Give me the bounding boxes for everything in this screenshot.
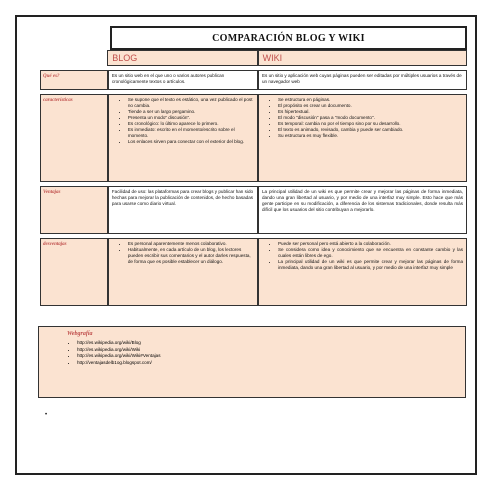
list-item: • Se estructura en páginas.: [278, 97, 463, 103]
reference-link[interactable]: • http://ventajasdelb1og.blogspot.com/: [77, 360, 457, 367]
list-item: • Habitualmente, en cada artículo de un blog, los lectores pueden escribir sus comentarios y el autor darles respuesta, de forma que es posible establecer un diálogo.: [128, 247, 254, 265]
reference-link[interactable]: • http://es.wikipedia.org/wiki/Wiki#Ventajas: [77, 353, 457, 360]
wiki-cell: Es un sitio y aplicación web cuyas páginas pueden ser editadas por múltiples usuarios a través de un navegador web: [258, 70, 467, 90]
row-caracteristicas: [40, 94, 467, 182]
footnote-bullet: •: [45, 412, 48, 418]
references-title: Webgrafía: [67, 331, 93, 337]
list-item: • Es inmediato: escrito en el momento/escrito sobre el momento.: [128, 127, 254, 139]
table-title: COMPARACIÓN BLOG Y WIKI: [110, 26, 467, 50]
row-ventajas: [40, 186, 467, 234]
list-item: • Tiende a ser un largo pergamino.: [128, 109, 254, 115]
list-item: • Los enlaces sirven para conectar con el exterior del blog.: [128, 139, 254, 145]
header-row: [26, 50, 467, 66]
row-label: Qué es?: [40, 70, 108, 90]
references-box: [38, 326, 466, 398]
blog-cell: [108, 238, 258, 306]
list-item: • El texto es animado, revisado, cambia y puede ser cambiado.: [278, 127, 463, 133]
list-item: • Su estructura es muy flexible.: [278, 133, 463, 139]
reference-link[interactable]: • http://es.wikipedia.org/wiki/Blog: [77, 340, 457, 347]
list-item: • Presenta un modo" discusión".: [128, 115, 254, 121]
list-item: • Es personal aparentemente menos colaborativo.: [128, 241, 254, 247]
list-item: • Puede ser personal pero está abierto a la colaboración.: [278, 241, 463, 247]
list-item: • Es hipertextual.: [278, 109, 463, 115]
row-label: Ventajas: [40, 186, 108, 234]
wiki-cell: [258, 94, 467, 182]
wiki-cell: La principal utilidad de un wiki es que permite crear y mejorar las páginas de forma inmediata, dando una gran libertad al usuario, y por medio de una interfaz muy simple. Esto hace que más gente participe en su modificación, a diferencia de los sistemas tradicionales, donde resulta más difícil que los usuarios del sitio contribuyan a mejorarlo.: [258, 186, 467, 234]
list-item: • El propósito es crear un documento.: [278, 103, 463, 109]
wiki-cell: [258, 238, 467, 306]
blog-cell: [108, 94, 258, 182]
row-que-es: [40, 70, 467, 90]
blog-cell: Es un sitio web en el que uno o varios autores publican cronológicamente textos o artículos.: [108, 70, 258, 90]
list-item: • La principal utilidad de un wiki es que permite crear y mejorar las páginas de forma inmediata, dando una gran libertad al usuario, y por medio de una interfaz muy simple: [278, 259, 463, 271]
reference-link[interactable]: • http://es.wikipedia.org/wiki/Wiki: [77, 347, 457, 354]
list-item: • Es cronológico: lo último aparece lo primero.: [128, 121, 254, 127]
header-blog: BLOG: [107, 50, 257, 66]
comparison-table: [26, 26, 467, 306]
row-desventajas: [40, 238, 467, 306]
list-item: • Se supone que el texto es estático, una vez publicado el post no cambia.: [128, 97, 254, 109]
list-item: • Se considera como idea y conocimiento que se encuentra en constante cambio y las cuales están libres de ego.: [278, 247, 463, 259]
header-spacer: [26, 50, 107, 66]
header-wiki: WIKI: [258, 50, 467, 66]
blog-cell: Facilidad de uso: las plataformas para crear blogs y publicar han sido hechas para mejorar la publicación de contenidos, de hecho basadas para usarse como diario virtual.: [108, 186, 258, 234]
list-item: • Es temporal: cambia no por el tiempo sino por su desarrollo.: [278, 121, 463, 127]
row-label: desventajas: [40, 238, 108, 306]
row-label: características: [40, 94, 108, 182]
list-item: • El modo "discusión" pasa a "modo documento".: [278, 115, 463, 121]
